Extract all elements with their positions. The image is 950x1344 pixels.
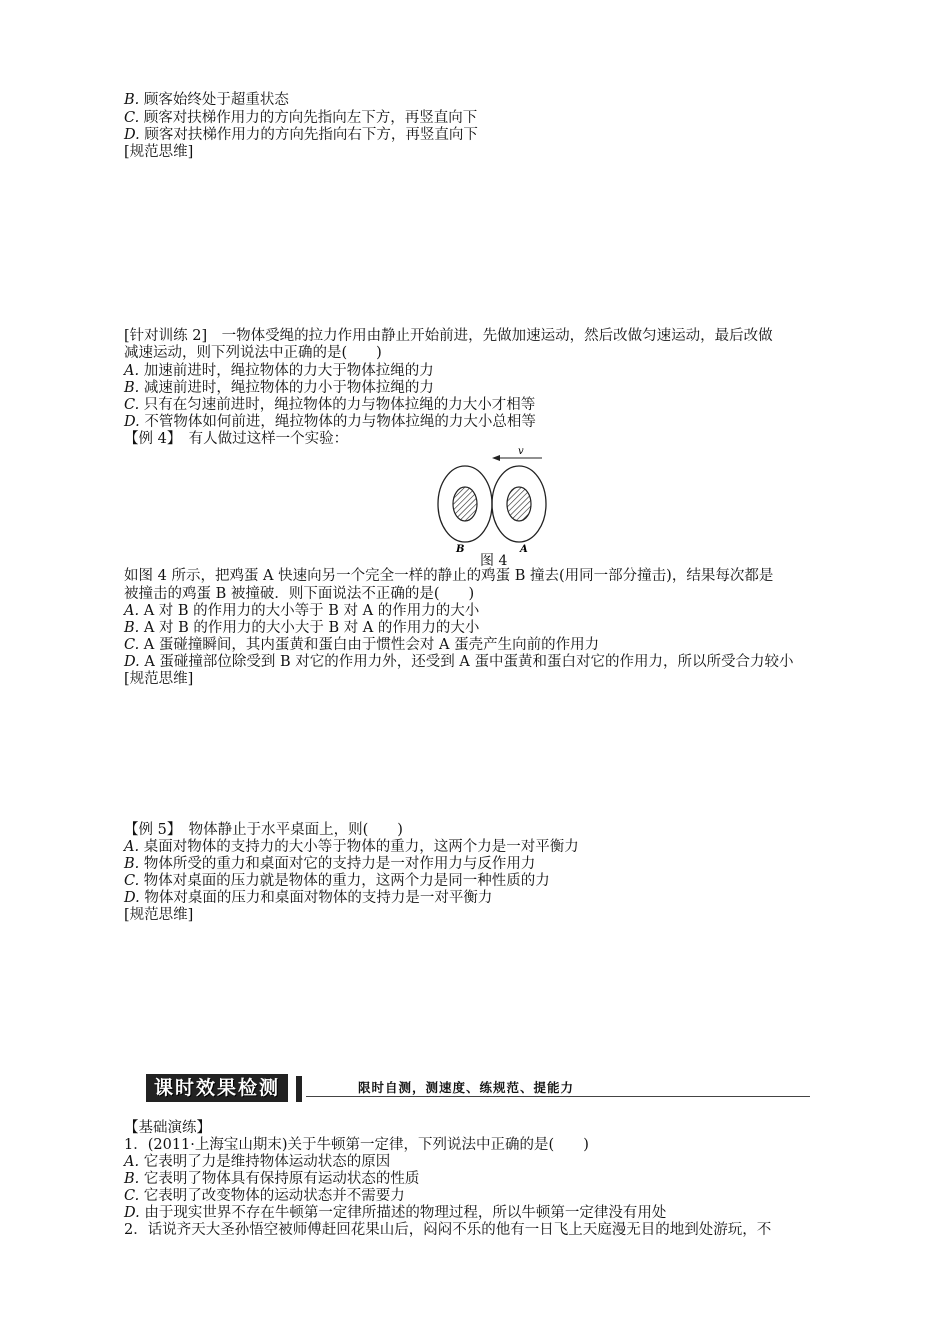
option-key: D. — [124, 127, 140, 143]
line-text: 2．话说齐天大圣孙悟空被师傅赶回花果山后，闷闷不乐的他有一日飞上天庭漫无目的地到处游玩，不 — [124, 1222, 772, 1238]
option-key: C. — [124, 873, 140, 889]
banner-divider — [296, 1076, 302, 1102]
text-line — [124, 1171, 419, 1188]
line-text: 物体对桌面的压力就是物体的重力，这两个力是同一种性质的力 — [143, 873, 550, 889]
text-line — [124, 907, 193, 924]
text-line — [124, 380, 434, 397]
line-text: A 蛋碰撞部位除受到 B 对它的作用力外，还受到 A 蛋中蛋黄和蛋白对它的作用力，所以所受合力较小 — [144, 654, 794, 670]
line-text: 顾客始终处于超重状态 — [143, 92, 289, 108]
text-line — [124, 127, 478, 144]
text-line — [124, 822, 403, 839]
text-line — [124, 637, 599, 654]
line-text: 顾客对扶梯作用力的方向先指向左下方，再竖直向下 — [143, 110, 478, 126]
text-line — [124, 873, 550, 890]
line-text: 1．(2011·上海宝山期末)关于牛顿第一定律，下列说法中正确的是( ) — [124, 1137, 589, 1153]
egg-a-label: A — [520, 544, 528, 555]
text-line — [124, 1154, 390, 1171]
text-line — [124, 1120, 211, 1137]
line-text: 顾客对扶梯作用力的方向先指向右下方，再竖直向下 — [144, 127, 478, 143]
option-key: B. — [124, 380, 140, 396]
text-line — [124, 1205, 666, 1222]
text-line — [124, 890, 492, 907]
line-text: 桌面对物体的支持力的大小等于物体的重力，这两个力是一对平衡力 — [143, 839, 579, 855]
text-line — [124, 654, 793, 671]
figure-caption: 图 4 — [480, 553, 508, 569]
text-line — [124, 1188, 405, 1205]
option-key: D. — [124, 1205, 140, 1221]
option-key: A. — [124, 363, 140, 379]
option-key: B. — [124, 620, 140, 636]
egg-b — [438, 466, 492, 542]
line-text: 物体对桌面的压力和桌面对物体的支持力是一对平衡力 — [144, 890, 493, 906]
option-key: C. — [124, 397, 140, 413]
option-key: A. — [124, 1154, 140, 1170]
line-text: 【例 5】 物体静止于水平桌面上，则( ) — [124, 822, 403, 838]
text-line — [124, 620, 479, 637]
line-text: 被撞击的鸡蛋 B 被撞破．则下面说法不正确的是( ) — [124, 586, 475, 602]
line-text: [规范思维] — [124, 144, 194, 160]
egg-b-label: B — [456, 544, 465, 555]
option-key: C. — [124, 110, 140, 126]
line-text: [针对训练 2] 一物体受绳的拉力作用由静止开始前进，先做加速运动，然后改做匀速运动，最后改做 — [124, 328, 773, 344]
text-line — [124, 603, 479, 620]
text-line — [124, 568, 773, 585]
line-text: 只有在匀速前进时，绳拉物体的力与物体拉绳的力大小才相等 — [143, 397, 536, 413]
line-text: 物体所受的重力和桌面对它的支持力是一对作用力与反作用力 — [143, 856, 536, 872]
velocity-arrow — [492, 455, 542, 461]
line-text: [规范思维] — [124, 671, 194, 687]
option-key: B. — [124, 1171, 140, 1187]
line-text: 它表明了物体具有保持原有运动状态的性质 — [143, 1171, 420, 1187]
option-key: D. — [124, 414, 140, 430]
option-key: A. — [124, 839, 140, 855]
text-line — [124, 1137, 589, 1154]
line-text: A 对 B 的作用力的大小等于 B 对 A 的作用力的大小 — [143, 603, 480, 619]
option-key: C. — [124, 1188, 140, 1204]
text-line — [124, 1222, 771, 1239]
line-text: 它表明了改变物体的运动状态并不需要力 — [143, 1188, 405, 1204]
text-line — [124, 144, 193, 161]
text-line — [124, 110, 477, 127]
text-line — [124, 671, 193, 688]
line-text: 减速运动，则下列说法中正确的是( ) — [124, 345, 382, 361]
banner-title: 课时效果检测 — [146, 1074, 288, 1102]
velocity-label: v — [518, 448, 524, 457]
banner-rule — [306, 1096, 810, 1097]
line-text: 【例 4】 有人做过这样一个实验： — [124, 431, 349, 447]
line-text: 如图 4 所示，把鸡蛋 A 快速向另一个完全一样的静止的鸡蛋 B 撞去(用同一部分撞击)，结果每次都是 — [124, 568, 774, 584]
text-line — [124, 839, 579, 856]
section-banner — [146, 1074, 810, 1102]
line-text: 它表明了力是维持物体运动状态的原因 — [143, 1154, 391, 1170]
text-line — [124, 328, 773, 345]
option-key: A. — [124, 603, 140, 619]
text-line — [124, 363, 434, 380]
line-text: [规范思维] — [124, 907, 194, 923]
line-text: 由于现实世界不存在牛顿第一定律所描述的物理过程，所以牛顿第一定律没有用处 — [144, 1205, 667, 1221]
option-key: B. — [124, 856, 140, 872]
option-key: C. — [124, 637, 140, 653]
text-line — [124, 345, 382, 362]
line-text: 【基础演练】 — [124, 1120, 211, 1136]
text-line — [124, 414, 536, 431]
option-key: D. — [124, 890, 140, 906]
line-text: A 对 B 的作用力的大小大于 B 对 A 的作用力的大小 — [143, 620, 480, 636]
line-text: 加速前进时，绳拉物体的力大于物体拉绳的力 — [143, 363, 434, 379]
option-key: B. — [124, 92, 140, 108]
banner-subtitle: 限时自测，测速度、练规范、提能力 — [358, 1080, 575, 1095]
text-line — [124, 586, 474, 603]
text-line — [124, 397, 535, 414]
option-key: D. — [124, 654, 140, 670]
egg-a — [492, 466, 546, 542]
text-line — [124, 856, 535, 873]
text-line — [124, 431, 348, 448]
line-text: 减速前进时，绳拉物体的力小于物体拉绳的力 — [143, 380, 434, 396]
line-text: 不管物体如何前进，绳拉物体的力与物体拉绳的力大小总相等 — [144, 414, 536, 430]
line-text: A 蛋碰撞瞬间，其内蛋黄和蛋白由于惯性会对 A 蛋壳产生向前的作用力 — [143, 637, 600, 653]
text-line — [124, 92, 289, 109]
